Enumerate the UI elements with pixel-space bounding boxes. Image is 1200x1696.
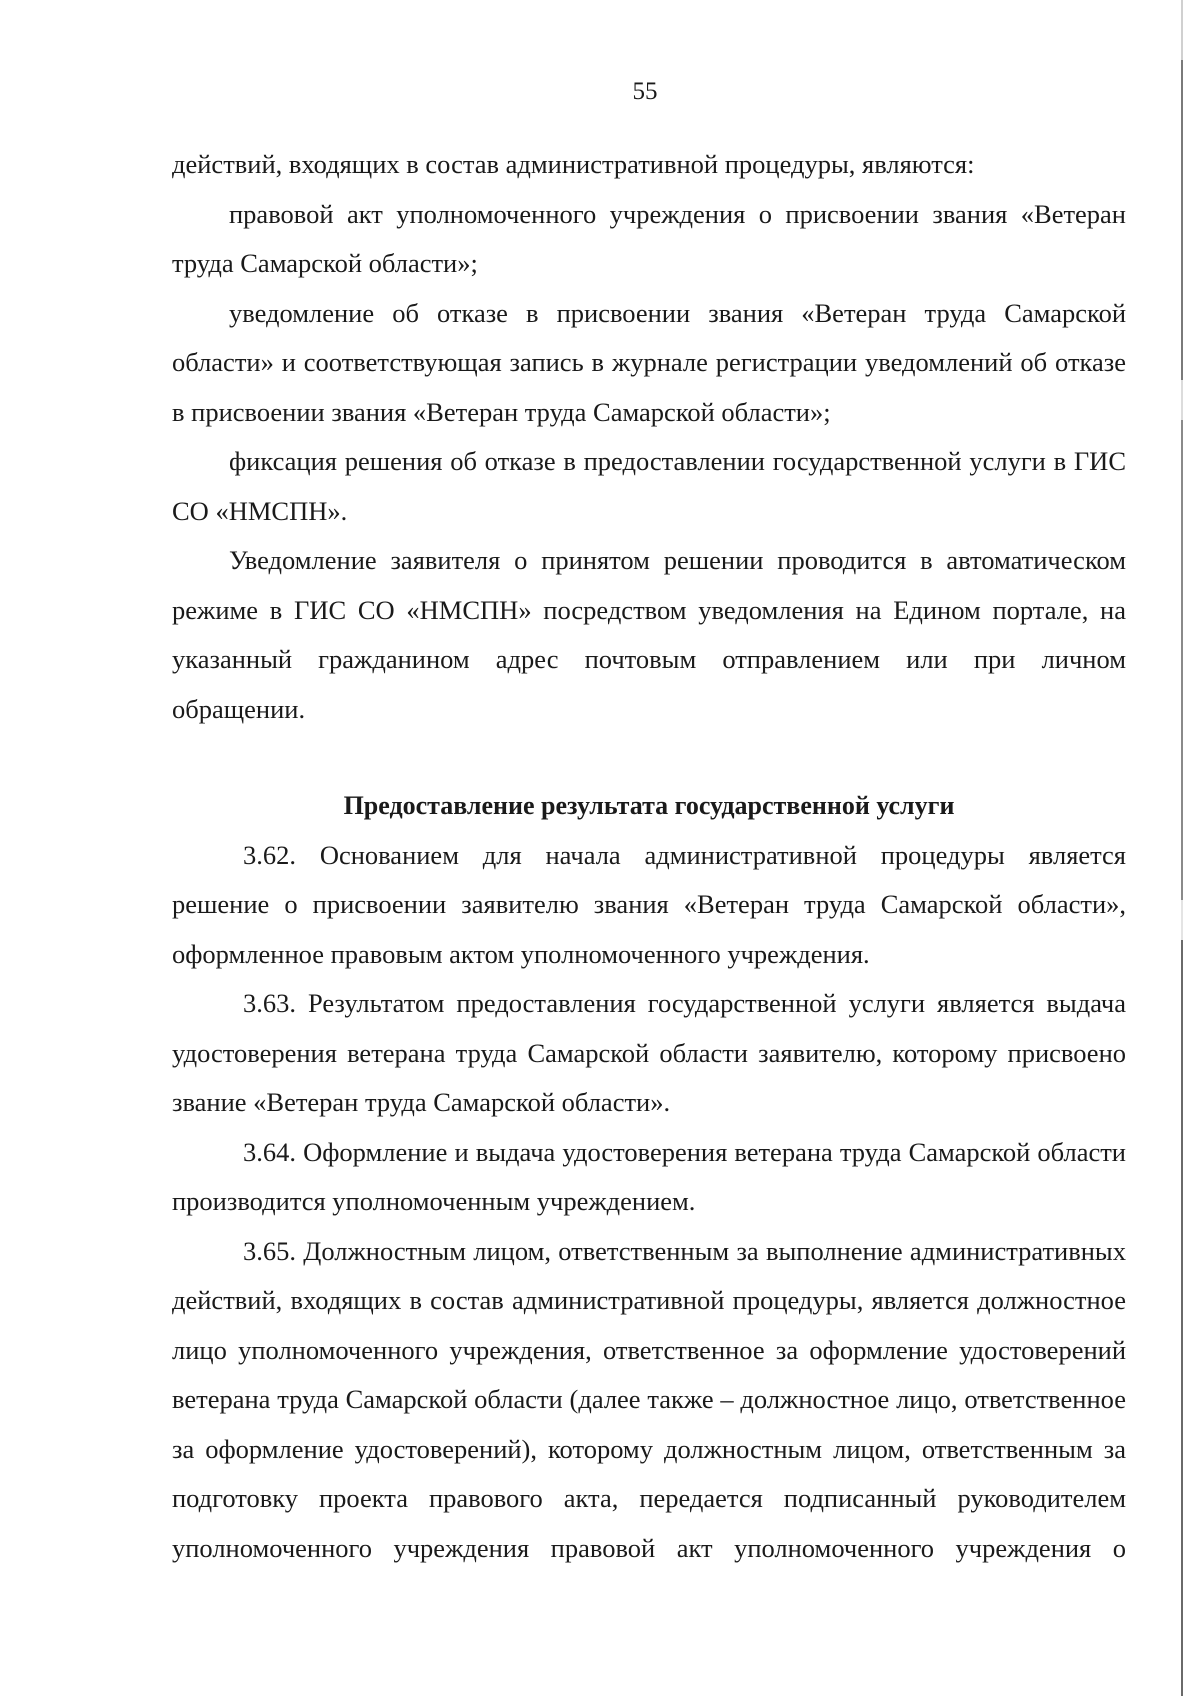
- paragraph-applicant-notice: Уведомление заявителя о принятом решении проводится в автоматическом режиме в ГИС СО «НМСПН» посредством уведомления на Едином портале, на указанный гражданином адрес почтовым отправлением или при личном обращении.: [172, 545, 1126, 724]
- paragraph-refusal-record: фиксация решения об отказе в предоставлении государственной услуги в ГИС СО «НМСПН».: [172, 446, 1126, 526]
- document-body: [172, 140, 1126, 1573]
- paragraph-legal-act: правовой акт уполномоченного учреждения о присвоении звания «Ветеран труда Самарской области»;: [172, 198, 1126, 278]
- paragraph-continuation: действий, входящих в состав административной процедуры, являются:: [172, 149, 975, 179]
- paragraph-3-64: 3.64. Оформление и выдача удостоверения ветерана труда Самарской области производится уполномоченным учреждением.: [172, 1136, 1126, 1216]
- page-number: 55: [632, 78, 658, 105]
- scan-edge-line: [1181, 0, 1183, 1696]
- section-heading: Предоставление результата государственной услуги: [343, 791, 955, 820]
- paragraph-3-63: 3.63. Результатом предоставления государственной услуги является выдача удостоверения ветерана труда Самарской области заявителю, которому присвоено звание «Ветеран труда Самарской области».: [172, 988, 1126, 1117]
- paragraph-refusal-notice: уведомление об отказе в присвоении звания «Ветеран труда Самарской области» и соответствующая запись в журнале регистрации уведомлений об отказе в присвоении звания «Ветеран труда Самарской области»;: [172, 297, 1126, 427]
- paragraph-3-62: 3.62. Основанием для начала административной процедуры является решение о присвоении заявителю звания «Ветеран труда Самарской области», оформленное правовым актом уполномоченного учреждения.: [172, 839, 1126, 969]
- paragraph-3-65: 3.65. Должностным лицом, ответственным за выполнение административных действий, входящих в состав административной процедуры, является должностное лицо уполномоченного учреждения, ответственное за оформление удостоверений ветерана труда Самарской области (далее также – должностное лицо, ответственное за оформление удостоверений), которому должностным лицом, ответственным за подготовку проекта правового акта, передается подписанный руководителем уполномоченного учреждения правовой акт уполномоченного учреждения о: [172, 1235, 1126, 1563]
